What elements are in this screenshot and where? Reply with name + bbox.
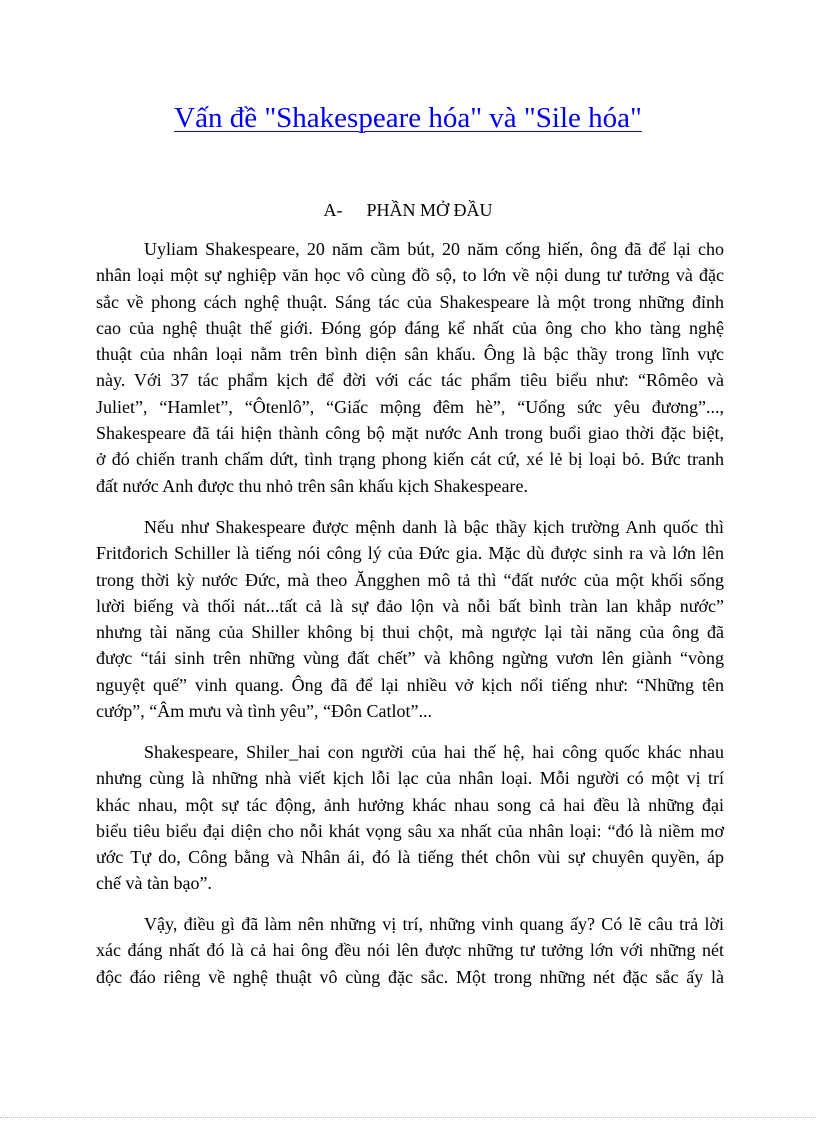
paragraph-line: Uyliam Shakespeare, 20 năm cầm bút, 20 năm cống hiến, ông đã để lại cho <box>144 239 724 259</box>
section-number: A- <box>323 200 343 220</box>
paragraph-line: nhưng cùng là những nhà viết kịch lỗi lạc của nhân loại. Mỗi người có một vị trí <box>96 768 724 789</box>
paragraph-line: cướp”, “Âm mưu và tình yêu”, “Đôn Catlot”... <box>96 701 432 722</box>
paragraph-line: cao của nghệ thuật thế giới. Đóng góp đáng kể nhất của ông cho kho tàng nghệ <box>96 317 724 338</box>
paragraph-line: Shakespeare đã tái hiện thành công bộ mặt nước Anh trong buổi giao thời đặc biệt, <box>96 423 724 444</box>
paragraph-line: độc đáo riêng về nghệ thuật vô cùng đặc sắc. Một trong những nét đặc sắc ấy là <box>96 966 724 987</box>
document-title-text[interactable]: Vấn đề "Shakespeare hóa" và "Sile hóa" <box>174 102 642 134</box>
paragraph-4 <box>96 911 724 990</box>
paragraph-3 <box>96 739 724 897</box>
paragraph-line: xác đáng nhất đó là cả hai ông đều nói lên được những tư tưởng lớn với những nét <box>96 940 724 961</box>
paragraph-line: ở đó chiến tranh chấm dứt, tình trạng phong kiến cát cứ, xé lẻ bị loại bỏ. Bức tranh <box>96 449 724 470</box>
paragraph-line: sắc về phong cách nghệ thuật. Sáng tác của Shakespeare là một trong những đỉnh <box>96 291 724 312</box>
paragraph-1 <box>96 236 724 499</box>
paragraph-line: được “tái sinh trên những vùng đất chết” và không ngừng vươn lên giành “vòng <box>96 648 724 669</box>
page-bottom-divider <box>0 1117 816 1118</box>
paragraph-line: nhưng tài năng của Shiller không bị thui chột, mà ngược lại tài năng của ông đã <box>96 622 724 643</box>
paragraph-line: khác nhau, một sự tác động, ảnh hưởng khác nhau song cả hai đều là những đại <box>96 794 724 815</box>
paragraph-line: trong thời kỳ nước Đức, mà theo Ăngghen mô tả thì “đất nước của một khối sống <box>96 569 724 590</box>
paragraph-line: lười biếng và thối nát...tất cả là sự đảo lộn và nỗi bất bình tràn lan khắp nước” <box>96 595 724 616</box>
paragraph-line: nguyệt quế” vinh quang. Ông đã để lại nhiều vở kịch nổi tiếng như: “Những tên <box>96 674 724 695</box>
paragraph-line: Shakespeare, Shiler_hai con người của hai thế hệ, hai công quốc khác nhau <box>144 742 724 762</box>
paragraph-line: nhân loại một sự nghiệp văn học vô cùng đồ sộ, to lớn về nội dung tư tưởng và đặc <box>96 265 724 286</box>
paragraph-line: chế và tàn bạo”. <box>96 873 212 894</box>
paragraph-line: biểu tiêu biểu đại diện cho nỗi khát vọng sâu xa nhất của nhân loại: “đó là niềm mơ <box>96 820 724 841</box>
paragraph-line: Juliet”, “Hamlet”, “Ôtenlô”, “Giấc mộng đêm hè”, “Uổng sức yêu đương”..., <box>96 396 724 417</box>
section-heading-text: PHẦN MỞ ĐẦU <box>366 200 493 220</box>
paragraph-line: đất nước Anh được thu nhỏ trên sân khấu kịch Shakespeare. <box>96 475 528 496</box>
paragraph-2 <box>96 514 724 724</box>
paragraph-line: thuật của nhân loại nằm trên bình diện sân khấu. Ông là bậc thầy trong lĩnh vực <box>96 344 724 365</box>
paragraph-line: này. Với 37 tác phẩm kịch để đời với các tác phẩm tiêu biểu như: “Rômêo và <box>96 370 724 391</box>
paragraph-line: Vậy, điều gì đã làm nên những vị trí, những vinh quang ấy? Có lẽ câu trả lời <box>144 914 724 934</box>
section-heading <box>0 198 816 222</box>
paragraph-line: ước Tự do, Công bằng và Nhân ái, đó là tiếng thét chôn vùi sự chuyên quyền, áp <box>96 847 724 868</box>
paragraph-line: Fritđorich Schiller là tiếng nói công lý của Đức gia. Mặc dù được sinh ra và lớn lên <box>96 543 724 564</box>
paragraph-line: Nếu như Shakespeare được mệnh danh là bậc thầy kịch trường Anh quốc thì <box>144 517 724 537</box>
document-title[interactable] <box>0 98 816 138</box>
